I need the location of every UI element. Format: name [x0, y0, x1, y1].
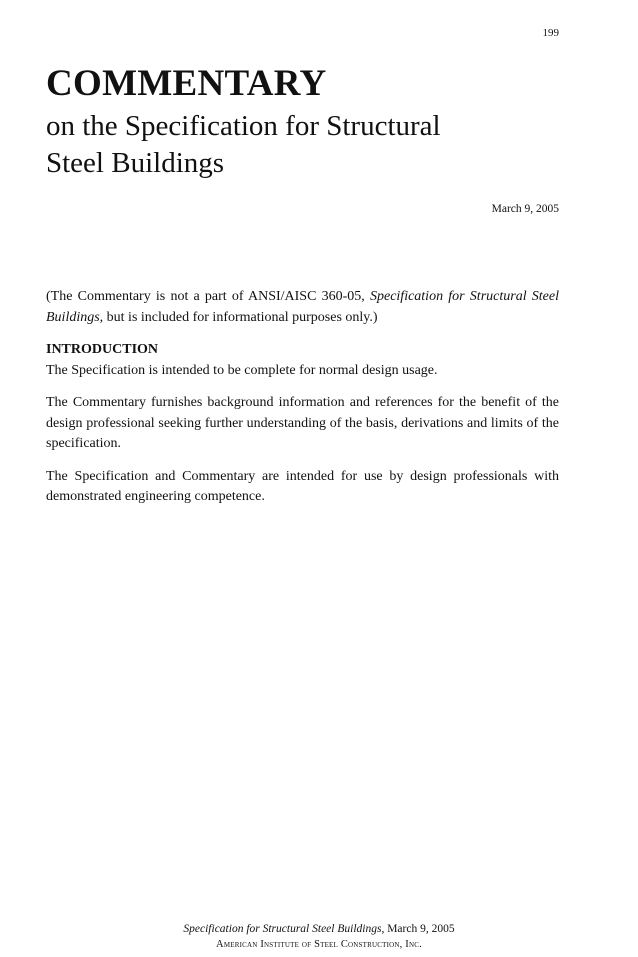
document-body [46, 287, 559, 520]
note-prefix: (The Commentary is not a part of ANSI/AISC 360-05, [46, 289, 370, 304]
introduction-paragraph: The Specification is intended to be complete for normal design usage. [46, 362, 438, 378]
page-subtitle [46, 108, 441, 182]
note-suffix: , but is included for informational purposes only.) [99, 309, 378, 325]
page-title: COMMENTARY [46, 63, 327, 104]
subtitle-line-2: Steel Buildings [46, 147, 225, 179]
introduction-section [46, 340, 559, 508]
footer-spec-date: March 9, 2005 [384, 923, 455, 935]
document-date: March 9, 2005 [491, 203, 559, 215]
introduction-paragraph: The Specification and Commentary are intended for use by design professionals with demonstrated engineering competence. [46, 468, 559, 504]
note-italic-title: Specification for Structural Steel Buildings [46, 289, 559, 325]
footer-spec-line [0, 921, 638, 937]
commentary-note [46, 287, 559, 328]
introduction-paragraph: The Commentary furnishes background information and references for the benefit of the design professional seeking further understanding of the basis, derivations and limits of the specification. [46, 395, 559, 451]
footer-spec-title: Specification for Structural Steel Buildings, [183, 923, 385, 935]
page-number: 199 [542, 27, 559, 39]
footer-organization: American Institute of Steel Construction, Inc. [216, 939, 422, 950]
page-footer [0, 921, 638, 953]
subtitle-line-1: on the Specification for Structural [46, 110, 441, 142]
introduction-heading: INTRODUCTION [46, 342, 159, 357]
